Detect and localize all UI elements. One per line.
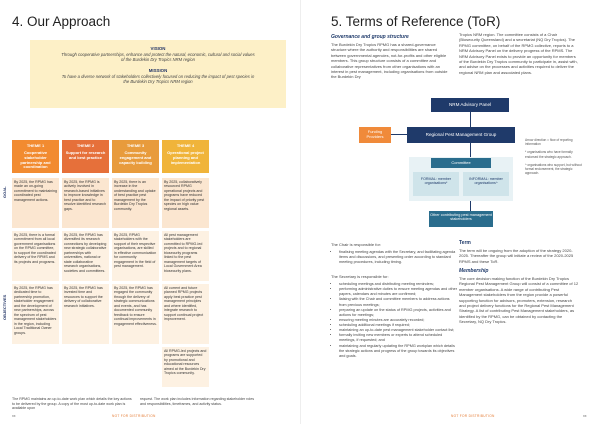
committee-box: Committee bbox=[431, 158, 491, 168]
theme-3 bbox=[112, 140, 159, 173]
arrow-connector bbox=[470, 201, 471, 211]
objective-cell: All pest management stakeholders are committed to RPMG-led projects and to regional biosecurity programs linked to the pest management targets of Local Government Area biosecurity plans. bbox=[162, 231, 209, 281]
chart-legend: Arrow direction = flow of reporting information * organisations who have formally endorsed the strategic approach. ^ organisations who support, but without formal endorsement, the strategic approach. bbox=[525, 138, 582, 176]
footer-left: NOT FOR DISTRIBUTION bbox=[112, 414, 156, 418]
vision-mission-box bbox=[30, 40, 286, 108]
page-number-right: xx bbox=[583, 414, 587, 418]
list-item: • maintaining and regularly updating the RPMG workplan which details the strategic actions and progress of the group towards its objectives and goals. bbox=[339, 344, 457, 359]
governance-text-1: The Burdekin Dry Tropics RPMG has a shared-governance structure where the authority and responsibilities are shared between governmental agencies, not-for-profits and other eligible members. This group structure consists of a committee and collaborative representatives from other organisations with an interest in pest management, including organisations from outside the Burdekin Dry bbox=[331, 42, 448, 80]
secretary-intro: The Secretary is responsible for: bbox=[331, 274, 389, 279]
approach-title: 4. Our Approach bbox=[12, 14, 111, 29]
theme-2 bbox=[62, 140, 109, 173]
membership-text: The core decision making function of the Burdekin Dry Tropics Regional Pest Management Group will consist of a committee of 12 member organisations. A wide range of contributing Pest Management stakeholders from the region provide a powerful supporting function for advisors, promoters, extension, research and project delivery functions for the Regional Pest Management Strategy. A list of contributing Pest Management stakeholders, as identified by the RPMG, can be obtained by contacting the Secretary, NQ Dry Tropics. bbox=[459, 276, 579, 325]
arrow-connector bbox=[391, 134, 407, 135]
secretary-list bbox=[333, 282, 457, 359]
chair-intro: The Chair is responsible for: bbox=[331, 242, 382, 247]
objective-cell: All RPMG-led projects and programs are supported by promotional and educational resources aimed at the Burdekin Dry Tropics community. bbox=[162, 347, 209, 387]
tor-title: 5. Terms of Reference (ToR) bbox=[331, 14, 501, 29]
goal-label: GOAL bbox=[2, 186, 7, 198]
theme-title: Operational project planning and implementation bbox=[167, 150, 204, 165]
arrow-connector bbox=[470, 143, 471, 157]
theme-title: Community engagement and capacity building bbox=[119, 150, 152, 165]
theme-1 bbox=[12, 140, 59, 173]
list-item: • maintaining an up-to-date pest management stakeholder contact list; bbox=[339, 328, 457, 333]
theme-title: Support for research and best practice bbox=[65, 150, 106, 160]
rpmg-box: Regional Pest Management Group bbox=[407, 127, 515, 143]
list-item: • performing administrative duties to ensure meeting agendas and other papers, calendars and minutes are confirmed; bbox=[339, 287, 457, 297]
list-item: • preparing an update on the status of RPMG projects, activities and actions for meetings; bbox=[339, 308, 457, 318]
workplan-note-2: request. The work plan includes information regarding stakeholder roles and responsibilities, timeframes, and activity status. bbox=[140, 397, 254, 406]
term-text: The term will be ongoing from the adoption of the strategy 2020-2025. Thereafter the group will initiate a review of the 2020-2025 RPMS and these ToR. bbox=[459, 248, 574, 264]
theme-label: THEME 2 bbox=[76, 143, 95, 148]
theme-label: THEME 4 bbox=[176, 143, 195, 148]
list-item: • finalising meeting agendas with the Secretary, and facilitating agenda items and discussions, and presenting order according to standard meeting procedures, including timing. bbox=[339, 250, 457, 265]
workplan-note-1: The RPMG maintains an up-to-date work plan which details the key actions to be delivered by the group. A copy of the most up-to-date work plan is available upon bbox=[12, 397, 132, 411]
objective-cell: By 2025, the RPMG has engaged the community through the delivery of strategic communications and events, and has documented community feedback to ensure continual improvements in engagement effectiveness. bbox=[112, 284, 159, 344]
objective-cell: All current and future planned RPMG projects apply best practice pest management principles and where identified, integrate research to support continual project improvement. bbox=[162, 284, 209, 344]
term-heading: Term bbox=[459, 240, 471, 246]
goal-cell: By 2025, the RPMG has made an on-going commitment to maintaining coordinated pest management actions. bbox=[12, 178, 59, 228]
footer-right: NOT FOR DISTRIBUTION bbox=[451, 414, 495, 418]
theme-label: THEME 3 bbox=[126, 143, 145, 148]
vision-heading: VISION bbox=[150, 46, 166, 51]
funding-providers-box: Funding Providers bbox=[359, 127, 391, 143]
theme-4 bbox=[162, 140, 209, 173]
informal-members-box: INFORMAL: member organisations^ bbox=[463, 172, 509, 196]
arrow-connector bbox=[470, 112, 471, 127]
goal-cell: By 2025, the RPMG is actively involved in research-based initiatives to improve knowledge in best practice and to resolve identified research gaps. bbox=[62, 178, 109, 228]
objective-cell: By 2025, the RPMG has dedicated time to partnership promotion, stakeholder engagement and the development of new partnerships, across the spectrum of pest management stakeholders in the region, including Local Traditional Owner groups. bbox=[12, 284, 59, 344]
membership-heading: Membership bbox=[459, 268, 489, 274]
theme-title: Cooperative stakeholder partnership and coordination bbox=[20, 150, 51, 170]
list-item: • liaising with the Chair and committee members to address actions from previous meetings; bbox=[339, 297, 457, 307]
mission-text: To have a diverse network of stakeholders collectively focused on reducing the impact of pest species in the Burdekin Dry Tropics NRM region bbox=[61, 73, 255, 85]
mission-heading: MISSION bbox=[148, 67, 168, 73]
list-item: • formally inviting new members or experts to attend scheduled meetings, if requested; and bbox=[339, 333, 457, 343]
objective-cell: By 2025, the RPMG has diversified its research connections by developing new strategic collaborative partnerships with universities, national or state collaborative research organisations, societies and committees. bbox=[62, 231, 109, 281]
right-page bbox=[300, 0, 600, 424]
goal-cell: By 2025, there is an increase in the understanding and uptake of best practice pest management by the Burdekin Dry Tropics community. bbox=[112, 178, 159, 228]
formal-members-box: FORMAL: member organisations* bbox=[413, 172, 459, 196]
list-item: • ensuring meeting minutes are accurately recorded; bbox=[339, 318, 457, 323]
page-number-left: xx bbox=[12, 414, 16, 418]
objectives-label: OBJECTIVES bbox=[2, 294, 7, 320]
theme-label: THEME 1 bbox=[26, 143, 45, 148]
governance-heading: Governance and group structure bbox=[331, 34, 409, 40]
objective-cell: By 2025, there is a formal commitment from all local government organisations on the RPMG committee, to support the coordinated delivery of the RPMS and its projects and programs. bbox=[12, 231, 59, 281]
goal-cell: By 2025, collaboratively resourced RPMG operational projects and programs have reduced the impact of priority pest species on high value regional assets. bbox=[162, 178, 209, 228]
chair-list bbox=[333, 250, 457, 265]
governance-text-2: Tropics NRM region. The committee consists of a Chair (Biosecurity Queensland) and a secretariat (NQ Dry Tropics). The RPMG committee, on behalf of the RPMG collective, reports to a NRM Advisory Panel on the delivery progress of the RPMS. The NRM Advisory Panel exists to provide an opportunity for members of the Burdekin Dry Tropics community to participate in, assist with, and advise on the processes and activities required to deliver the regional NRM plan and associated plans. bbox=[459, 32, 578, 75]
list-item: • scheduling additional meetings if required; bbox=[339, 323, 457, 328]
vision-text: Through cooperative partnerships, enhance and protect the natural, economic, cultural and social values of the Burdekin Dry Tropics NRM region bbox=[61, 52, 255, 63]
objective-cell: By 2025, RPMG stakeholders with the support of their respective organisations, are skilled in effective communication for community engagement in the field of pest management. bbox=[112, 231, 159, 281]
objective-cell: By 2025, the RPMG has invested time and resources to support the delivery of collaborative research initiatives. bbox=[62, 284, 109, 344]
other-stakeholders-box: Other contributing pest management stakeholders bbox=[429, 211, 493, 227]
list-item: • scheduling meetings and distributing meeting reminders; bbox=[339, 282, 457, 287]
advisory-panel-box: NRM Advisory Panel bbox=[431, 98, 509, 112]
